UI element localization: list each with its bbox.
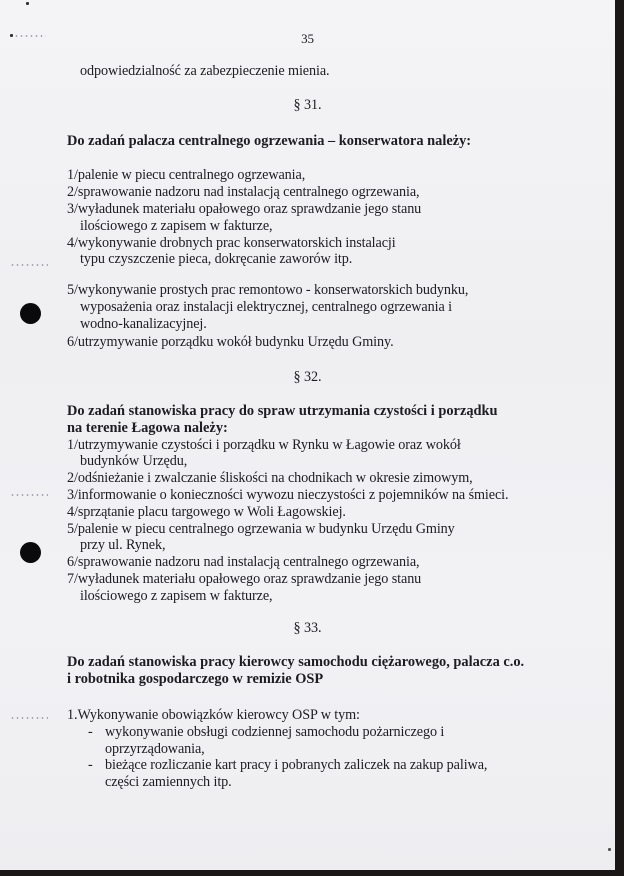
list-item-continuation: przy ul. Rynek, [80,537,166,553]
list-item: 6/utrzymywanie porządku wokół budynku Urzędu Gminy. [67,334,394,350]
list-item: 4/sprzątanie placu targowego w Woli Łagowskiej. [67,504,346,520]
paragraph-heading-31: § 31. [293,97,322,113]
list-item: 6/sprawowanie nadzoru nad instalacją centralnego ogrzewania, [67,554,420,570]
bullet-item-continuation: oprzyrządowania, [105,741,205,757]
list-item: 4/wykonywanie drobnych prac konserwatorskich instalacji [67,235,396,251]
scan-speck [608,848,611,851]
punch-hole [20,303,41,324]
list-item-continuation: budynków Urzędu, [80,453,188,469]
list-item-continuation: typu czyszczenie pieca, dokręcanie zaworów itp. [80,251,353,267]
section-heading: Do zadań stanowiska pracy kierowcy samochodu ciężarowego, palacza c.o. [67,654,525,670]
scan-speck [26,2,29,5]
bullet-item: wykonywanie obsługi codziennej samochodu pożarniczego i [105,724,445,740]
list-item-continuation: wodno-kanalizacyjnej. [80,316,207,332]
bullet-dash: - [88,757,93,773]
numbered-item: 1.Wykonywanie obowiązków kierowcy OSP w tym: [67,707,360,723]
paragraph-heading-32: § 32. [293,369,322,385]
margin-dots [10,717,48,719]
list-item: 2/sprawowanie nadzoru nad instalacją centralnego ogrzewania, [67,184,420,200]
list-item: 5/palenie w piecu centralnego ogrzewania w budynku Urzędu Gminy [67,521,455,537]
bullet-item: bieżące rozliczanie kart pracy i pobranych zaliczek na zakup paliwa, [105,757,488,773]
list-item: 7/wyładunek materiału opałowego oraz sprawdzanie jego stanu [67,571,422,587]
section-heading: na terenie Łagowa należy: [67,420,228,436]
section-heading: i robotnika gospodarczego w remizie OSP [67,671,324,687]
list-item: 3/wyładunek materiału opałowego oraz sprawdzanie jego stanu [67,201,422,217]
body-text: odpowiedzialność za zabezpieczenie mienia. [80,63,330,79]
list-item-continuation: ilościowego z zapisem w fakturze, [80,218,273,234]
paragraph-heading-33: § 33. [293,620,322,636]
section-heading: Do zadań stanowiska pracy do spraw utrzymania czystości i porządku [67,403,498,419]
page-number: 35 [301,31,314,46]
list-item: 1/palenie w piecu centralnego ogrzewania, [67,167,306,183]
margin-dots [10,264,48,266]
punch-hole [20,542,41,563]
list-item: 1/utrzymywanie czystości i porządku w Rynku w Łagowie oraz wokół [67,437,461,453]
list-item: 3/informowanie o konieczności wywozu nieczystości z pojemników na śmieci. [67,487,509,503]
list-item: 2/odśnieżanie i zwalczanie śliskości na chodnikach w okresie zimowym, [67,470,473,486]
section-heading: Do zadań palacza centralnego ogrzewania – konserwatora należy: [67,133,472,149]
list-item-continuation: wyposażenia oraz instalacji elektrycznej, centralnego ogrzewania i [80,299,452,315]
margin-dots [10,494,48,496]
bullet-dash: - [88,724,93,740]
list-item-continuation: ilościowego z zapisem w fakturze, [80,588,273,604]
list-item: 5/wykonywanie prostych prac remontowo - konserwatorskich budynku, [67,282,469,298]
bullet-item-continuation: części zamiennych itp. [105,774,232,790]
